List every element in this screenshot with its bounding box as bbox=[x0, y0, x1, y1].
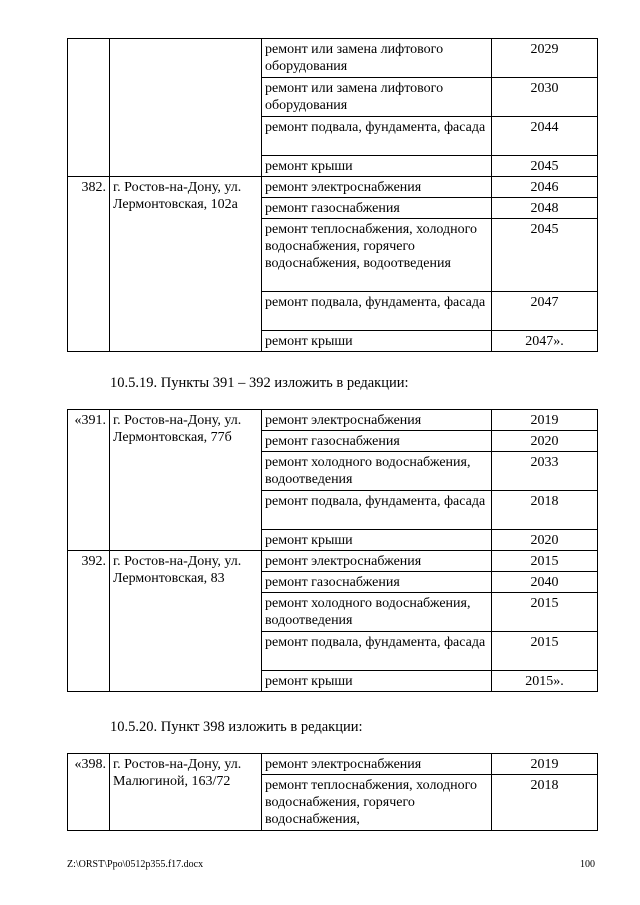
num-cell: 382. bbox=[68, 177, 110, 352]
num-cell: «391. bbox=[68, 410, 110, 551]
table-row bbox=[68, 177, 598, 198]
year-cell: 2018 bbox=[492, 491, 598, 530]
table-row bbox=[68, 754, 598, 775]
year-cell: 2020 bbox=[492, 530, 598, 551]
work-cell: ремонт газоснабжения bbox=[262, 198, 492, 219]
work-cell: ремонт крыши bbox=[262, 331, 492, 352]
table-row bbox=[68, 551, 598, 572]
address-cell: г. Ростов-на-Дону, ул. Малюгиной, 163/72 bbox=[110, 754, 262, 831]
num-cell: 392. bbox=[68, 551, 110, 692]
work-cell: ремонт электроснабжения bbox=[262, 551, 492, 572]
year-cell: 2015». bbox=[492, 671, 598, 692]
work-cell: ремонт или замена лифтового оборудования bbox=[262, 39, 492, 78]
year-cell: 2015 bbox=[492, 551, 598, 572]
work-cell: ремонт теплоснабжения, холодного водоснабжения, горячего водоснабжения, водоотведения bbox=[262, 219, 492, 292]
work-cell: ремонт крыши bbox=[262, 156, 492, 177]
page-number: 100 bbox=[580, 859, 595, 870]
year-cell: 2030 bbox=[492, 78, 598, 117]
year-cell: 2047 bbox=[492, 292, 598, 331]
year-cell: 2040 bbox=[492, 572, 598, 593]
table-item-398 bbox=[67, 753, 598, 831]
year-cell: 2018 bbox=[492, 775, 598, 831]
work-cell: ремонт крыши bbox=[262, 530, 492, 551]
num-cell: «398. bbox=[68, 754, 110, 831]
work-cell: ремонт подвала, фундамента, фасада bbox=[262, 491, 492, 530]
year-cell: 2048 bbox=[492, 198, 598, 219]
year-cell: 2029 bbox=[492, 39, 598, 78]
num-cell bbox=[68, 39, 110, 177]
year-cell: 2019 bbox=[492, 410, 598, 431]
address-cell bbox=[110, 39, 262, 177]
paragraph-10-5-20: 10.5.20. Пункт 398 изложить в редакции: bbox=[110, 719, 363, 735]
year-cell: 2019 bbox=[492, 754, 598, 775]
work-cell: ремонт подвала, фундамента, фасада bbox=[262, 632, 492, 671]
year-cell: 2045 bbox=[492, 219, 598, 292]
year-cell: 2033 bbox=[492, 452, 598, 491]
work-cell: ремонт крыши bbox=[262, 671, 492, 692]
table-items-391-392 bbox=[67, 409, 598, 692]
work-cell: ремонт подвала, фундамента, фасада bbox=[262, 292, 492, 331]
year-cell: 2047». bbox=[492, 331, 598, 352]
work-cell: ремонт подвала, фундамента, фасада bbox=[262, 117, 492, 156]
year-cell: 2015 bbox=[492, 593, 598, 632]
table-continuation bbox=[67, 38, 598, 352]
year-cell: 2046 bbox=[492, 177, 598, 198]
address-cell: г. Ростов-на-Дону, ул. Лермонтовская, 83 bbox=[110, 551, 262, 692]
work-cell: ремонт электроснабжения bbox=[262, 410, 492, 431]
work-cell: ремонт электроснабжения bbox=[262, 177, 492, 198]
address-cell: г. Ростов-на-Дону, ул. Лермонтовская, 77б bbox=[110, 410, 262, 551]
work-cell: ремонт газоснабжения bbox=[262, 572, 492, 593]
year-cell: 2044 bbox=[492, 117, 598, 156]
address-cell: г. Ростов-на-Дону, ул. Лермонтовская, 102а bbox=[110, 177, 262, 352]
work-cell: ремонт или замена лифтового оборудования bbox=[262, 78, 492, 117]
table-row bbox=[68, 39, 598, 78]
year-cell: 2045 bbox=[492, 156, 598, 177]
work-cell: ремонт теплоснабжения, холодного водоснабжения, горячего водоснабжения, bbox=[262, 775, 492, 831]
footer-file-path: Z:\ORST\Ppo\0512p355.f17.docx bbox=[67, 859, 204, 870]
year-cell: 2020 bbox=[492, 431, 598, 452]
year-cell: 2015 bbox=[492, 632, 598, 671]
paragraph-10-5-19: 10.5.19. Пункты 391 – 392 изложить в редакции: bbox=[110, 375, 409, 391]
work-cell: ремонт холодного водоснабжения, водоотведения bbox=[262, 452, 492, 491]
work-cell: ремонт электроснабжения bbox=[262, 754, 492, 775]
work-cell: ремонт холодного водоснабжения, водоотведения bbox=[262, 593, 492, 632]
table-row bbox=[68, 410, 598, 431]
work-cell: ремонт газоснабжения bbox=[262, 431, 492, 452]
